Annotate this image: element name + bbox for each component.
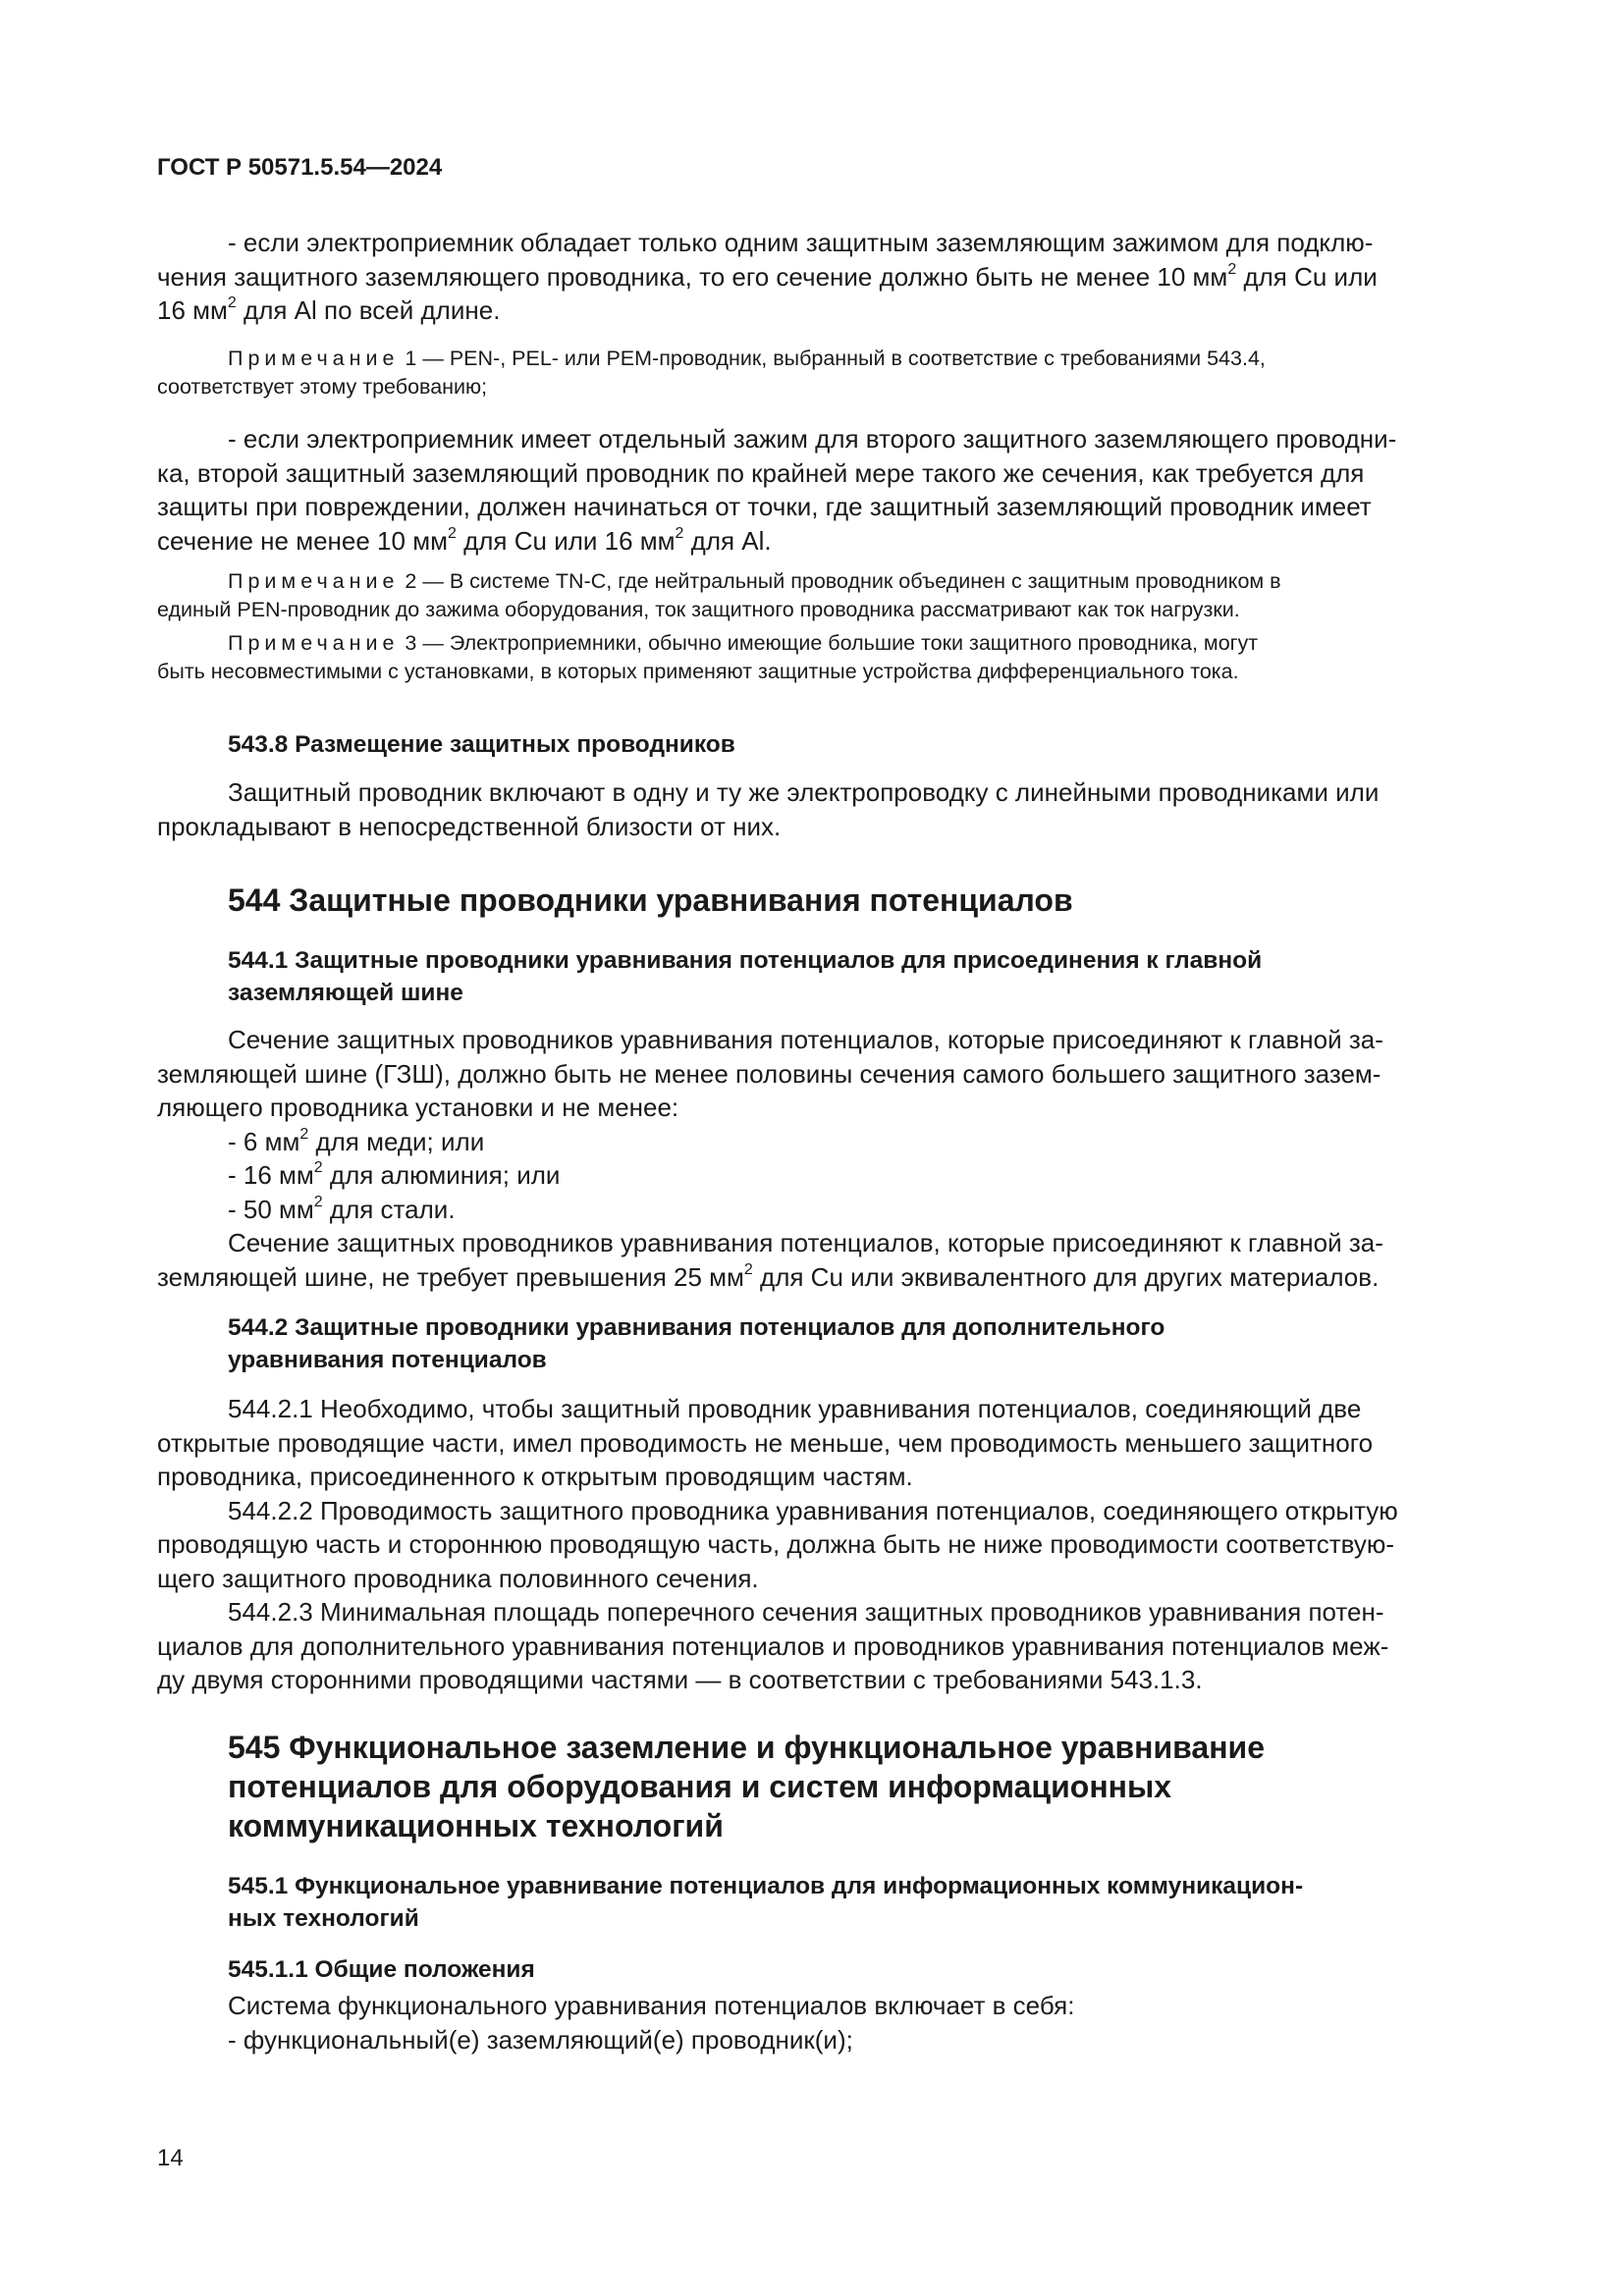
text-line: Система функционального уравнивания потенциалов включает в себя: xyxy=(228,1991,1075,2020)
document-id: ГОСТ Р 50571.5.54—2024 xyxy=(157,154,443,181)
note-text: соответствует этому требованию; xyxy=(157,375,488,399)
text-line: Сечение защитных проводников уравнивания потенциалов, которые присоединяют к главной за- xyxy=(228,1025,1383,1054)
section-heading-545-1: 545.1 Функциональное уравнивание потенциалов для информационных коммуникацион- ных технологий xyxy=(228,1873,1304,1932)
note-label: Примечание xyxy=(228,569,400,593)
note-label: Примечание xyxy=(228,347,400,370)
text-line: ду двумя сторонними проводящими частями — в соответствии с требованиями 543.1.3. xyxy=(157,1665,1203,1694)
text-line: ляющего проводника установки и не менее: xyxy=(157,1093,679,1122)
page-number: 14 xyxy=(157,2145,184,2171)
list-item: - 6 $мм^2$ для меди; или xyxy=(228,1125,485,1156)
text-line: - функциональный(е) заземляющий(е) проводник(и); xyxy=(228,2024,853,2055)
paragraph-544-1 xyxy=(157,1023,1483,1294)
text-line: 544.2.2 Проводимость защитного проводника уравнивания потенциалов, соединяющего открытую xyxy=(228,1495,1398,1525)
paragraph-544-2 xyxy=(157,1392,1483,1697)
text-line: прокладывают в непосредственной близости от них. xyxy=(157,811,782,841)
text-line: проводящую часть и стороннюю проводящую часть, должна быть не ниже проводимости соответствую- xyxy=(157,1529,1395,1559)
paragraph-second-terminal xyxy=(157,422,1483,558)
text-line: - если электроприемник обладает только одним защитным заземляющим зажимом для подклю- xyxy=(228,228,1374,257)
section-heading-545: 545 Функциональное заземление и функциональное уравнивание потенциалов для оборудования и систем информационных коммуникационных технологий xyxy=(228,1730,1265,1843)
note-text: единый PEN-проводник до зажима оборудования, ток защитного проводника рассматривают как ток нагрузки. xyxy=(157,598,1240,621)
text-line: земляющей шине, не требует превышения 25 $мм^2$ для Cu или эквивалентного для других материалов. xyxy=(157,1260,1380,1292)
paragraph-single-terminal xyxy=(157,226,1483,328)
text-line: открытые проводящие части, имел проводимость не меньше, чем проводимость меньшего защитного xyxy=(157,1427,1374,1458)
paragraph-545-1-1 xyxy=(157,1989,1483,2056)
list-item: - 50 $мм^2$ для стали. xyxy=(228,1193,456,1224)
section-heading-544: 544 Защитные проводники уравнивания потенциалов xyxy=(228,882,1073,918)
text-line: щего защитного проводника половинного сечения. xyxy=(157,1563,759,1593)
list-item: - 16 $мм^2$ для алюминия; или xyxy=(228,1159,561,1190)
text-line: земляющей шине (ГЗШ), должно быть не менее половины сечения самого большего защитного зазем- xyxy=(157,1058,1381,1089)
text-line: ка, второй защитный заземляющий проводник по крайней мере такого же сечения, как требуется для xyxy=(157,457,1365,488)
section-heading-545-1-1: 545.1.1 Общие положения xyxy=(228,1956,535,1983)
text-line: Сечение защитных проводников уравнивания потенциалов, которые присоединяют к главной за- xyxy=(228,1228,1383,1257)
text-line: защиты при повреждении, должен начинаться от точки, где защитный заземляющий проводник имеет xyxy=(157,492,1372,521)
text-line: - если электроприемник имеет отдельный зажим для второго защитного заземляющего проводни- xyxy=(228,424,1397,454)
note-label: Примечание xyxy=(228,631,400,655)
note-2: Примечание 2 — В системе TN-C, где нейтральный проводник объединен с защитным проводником в единый PEN-проводник до зажима оборудования, ток защитного проводника рассматривают как ток нагрузки. xyxy=(157,567,1483,624)
section-heading-543-8: 543.8 Размещение защитных проводников xyxy=(228,731,735,758)
text-line: 16 $мм^2$ для Al по всей длине. xyxy=(157,294,501,325)
note-1: Примечание 1 — PEN-, PEL- или PEM-проводник, выбранный в соответствие с требованиями 543.4, соответствует этому требованию; xyxy=(157,345,1483,401)
paragraph-543-8 xyxy=(157,775,1483,843)
note-3: Примечание 3 — Электроприемники, обычно имеющие большие токи защитного проводника, могут быть несовместимыми с установками, в которых применяют защитные устройства дифференциального тока. xyxy=(157,629,1483,686)
text-line: сечение не менее 10 $мм^2$ для Cu или 16 $мм^2$ для Al. xyxy=(157,524,772,556)
text-line: циалов для дополнительного уравнивания потенциалов и проводников уравнивания потенциалов меж- xyxy=(157,1630,1389,1661)
text-line: чения защитного заземляющего проводника, то его сечение должно быть не менее 10 $мм^2$ для Cu или xyxy=(157,260,1378,292)
text-line: проводника, присоединенного к открытым проводящим частям. xyxy=(157,1462,913,1491)
section-heading-544-2: 544.2 Защитные проводники уравнивания потенциалов для дополнительного уравнивания потенциалов xyxy=(228,1314,1165,1373)
section-heading-544-1: 544.1 Защитные проводники уравнивания потенциалов для присоединения к главной заземляющей шине xyxy=(228,947,1263,1006)
note-text: быть несовместимыми с установками, в которых применяют защитные устройства дифференциального тока. xyxy=(157,660,1239,683)
text-line: 544.2.3 Минимальная площадь поперечного сечения защитных проводников уравнивания потен- xyxy=(228,1597,1384,1627)
text-line: Защитный проводник включают в одну и ту же электропроводку с линейными проводниками или xyxy=(228,777,1380,807)
text-line: 544.2.1 Необходимо, чтобы защитный проводник уравнивания потенциалов, соединяющий две xyxy=(228,1394,1362,1423)
